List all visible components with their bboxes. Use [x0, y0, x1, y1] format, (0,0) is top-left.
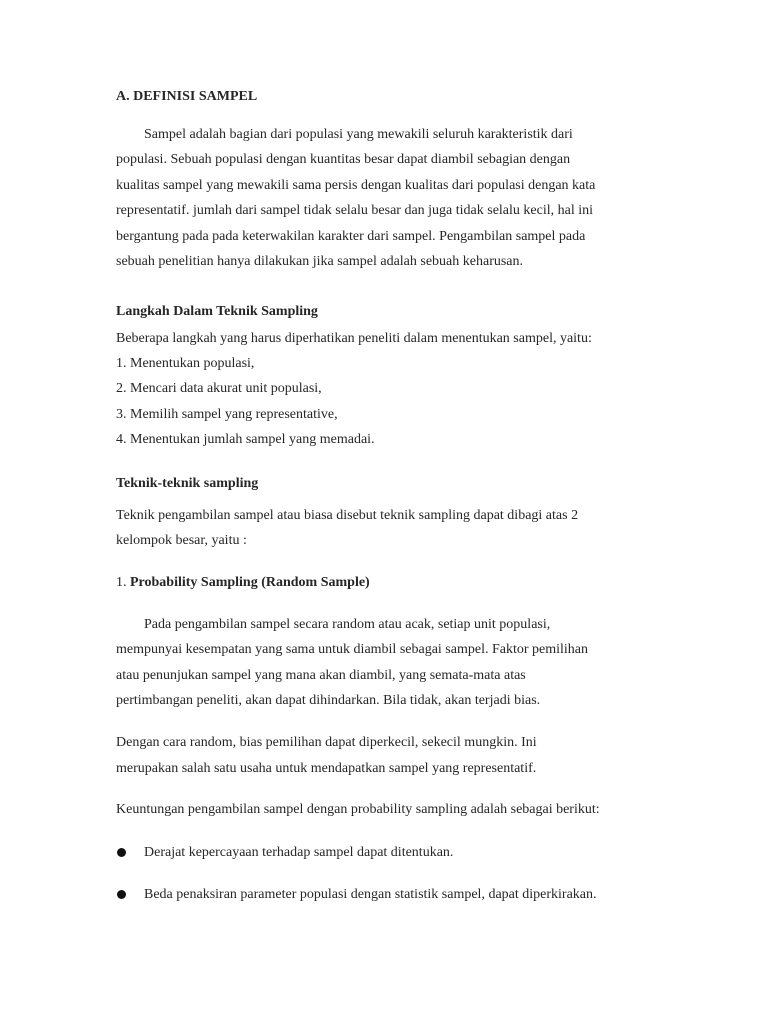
steps-heading: Langkah Dalam Teknik Sampling: [116, 304, 318, 319]
paragraph-line: populasi. Sebuah populasi dengan kuantitas besar dapat diambil sebagian dengan: [116, 152, 571, 167]
list-item: 2. Mencari data akurat unit populasi,: [116, 381, 322, 396]
bullet-icon: [117, 890, 126, 899]
paragraph-line: Dengan cara random, bias pemilihan dapat diperkecil, sekecil mungkin. Ini: [116, 735, 537, 750]
probability-number: 1.: [116, 575, 130, 590]
list-item-text: Derajat kepercayaan terhadap sampel dapat ditentukan.: [144, 845, 454, 860]
paragraph-line: kelompok besar, yaitu :: [116, 533, 247, 548]
paragraph-line: Teknik pengambilan sampel atau biasa disebut teknik sampling dapat dibagi atas 2: [116, 508, 579, 523]
paragraph-line: merupakan salah satu usaha untuk mendapatkan sampel yang representatif.: [116, 761, 537, 776]
steps-lead: Beberapa langkah yang harus diperhatikan peneliti dalam menentukan sampel, yaitu:: [116, 331, 592, 346]
advantages-lead: Keuntungan pengambilan sampel dengan probability sampling adalah sebagai berikut:: [116, 802, 600, 817]
paragraph-line: sebuah penelitian hanya dilakukan jika sampel adalah sebuah keharusan.: [116, 254, 524, 269]
paragraph-line: representatif. jumlah dari sampel tidak selalu besar dan juga tidak selalu kecil, hal ini: [116, 203, 594, 218]
paragraph-line: bergantung pada pada keterwakilan karakter dari sampel. Pengambilan sampel pada: [116, 229, 586, 244]
paragraph-line: Pada pengambilan sampel secara random atau acak, setiap unit populasi,: [144, 617, 551, 632]
probability-title: Probability Sampling (Random Sample): [130, 575, 370, 590]
techniques-heading: Teknik-teknik sampling: [116, 476, 259, 491]
list-item: 1. Menentukan populasi,: [116, 356, 255, 371]
paragraph-line: atau penunjukan sampel yang mana akan diambil, yang semata-mata atas: [116, 668, 526, 683]
paragraph-line: kualitas sampel yang mewakili sama persis dengan kualitas dari populasi dengan kata: [116, 178, 596, 193]
list-item-text: Beda penaksiran parameter populasi dengan statistik sampel, dapat diperkirakan.: [144, 887, 597, 902]
list-item: 3. Memilih sampel yang representative,: [116, 407, 338, 422]
paragraph-line: pertimbangan peneliti, akan dapat dihindarkan. Bila tidak, akan terjadi bias.: [116, 693, 541, 708]
paragraph-line: Sampel adalah bagian dari populasi yang mewakili seluruh karakteristik dari: [144, 127, 573, 142]
probability-heading: [116, 574, 370, 592]
section-heading: A. DEFINISI SAMPEL: [116, 89, 258, 104]
bullet-icon: [117, 848, 126, 857]
paragraph-line: mempunyai kesempatan yang sama untuk diambil sebagai sampel. Faktor pemilihan: [116, 642, 588, 657]
list-item: 4. Menentukan jumlah sampel yang memadai.: [116, 432, 375, 447]
